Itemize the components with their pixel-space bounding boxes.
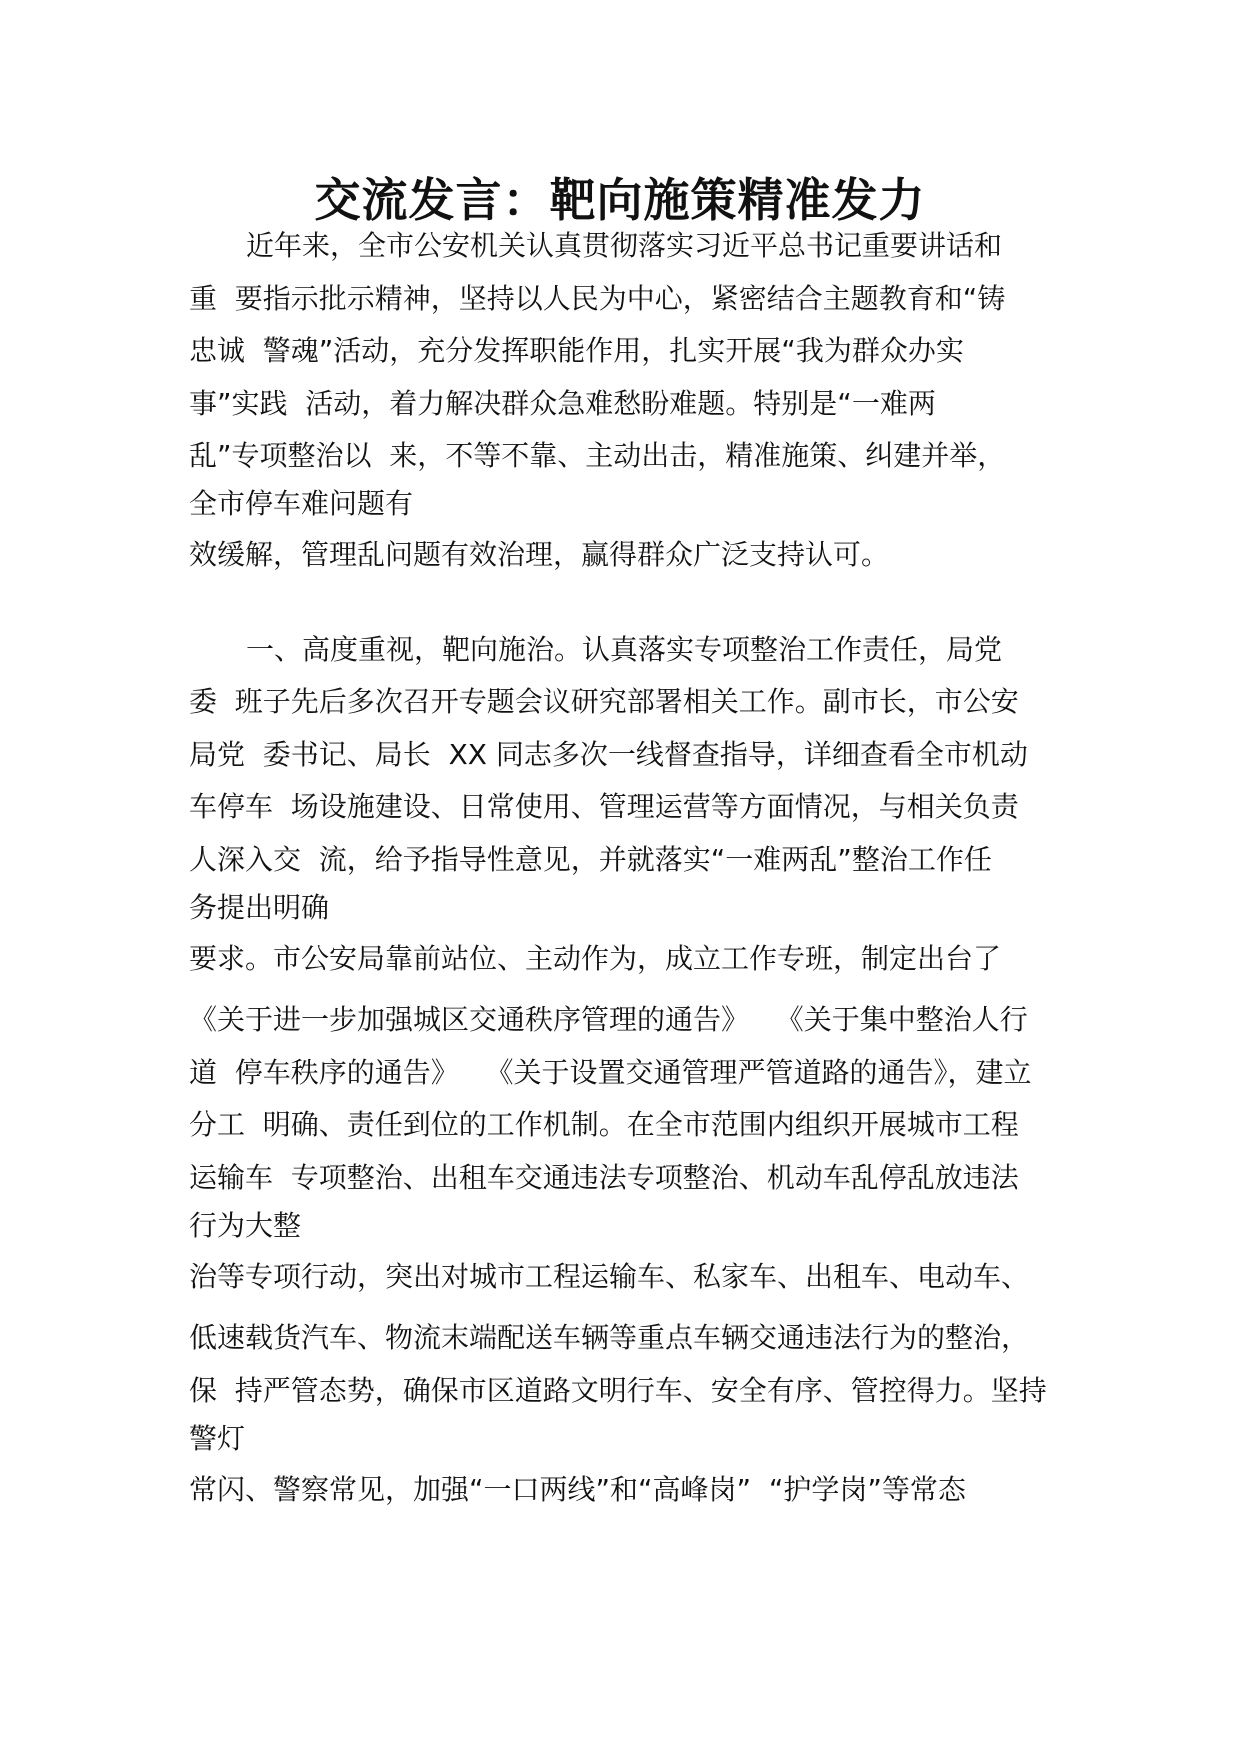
paragraph-1-line-2: 重 要指示批示精神，坚持以人民为中心，紧密结合主题教育和“铸 (189, 282, 1006, 315)
paragraph-2-line-16: 警灯 (189, 1422, 246, 1455)
paragraph-2-line-1: 一、高度重视，靶向施治。认真落实专项整治工作责任，局党 (246, 633, 1003, 666)
paragraph-2-line-8: 《关于进一步加强城区交通秩序管理的通告》 《关于集中整治人行 (189, 1003, 1028, 1036)
paragraph-2-line-6: 务提出明确 (189, 891, 330, 924)
paragraph-1-line-3: 忠诚 警魂”活动，充分发挥职能作用，扎实开展“我为群众办实 (189, 334, 964, 367)
paragraph-2-line-7: 要求。市公安局靠前站位、主动作为，成立工作专班，制定出台了 (189, 942, 1002, 975)
paragraph-1-line-6: 全市停车难问题有 (189, 487, 414, 520)
paragraph-1-line-4: 事”实践 活动，着力解决群众急难愁盼难题。特别是“一难两 (189, 387, 936, 420)
paragraph-1-line-5: 乱”专项整治以 来，不等不靠、主动出击，精准施策、纠建并举， (189, 439, 1006, 472)
paragraph-2-line-17: 常闪、警察常见，加强“一口两线”和“高峰岗” “护学岗”等常态 (189, 1473, 966, 1506)
paragraph-2-line-11: 运输车 专项整治、出租车交通违法专项整治、机动车乱停乱放违法 (189, 1161, 1019, 1194)
paragraph-2-line-4: 车停车 场设施建设、日常使用、管理运营等方面情况，与相关负责 (189, 790, 1019, 823)
paragraph-2-line-12: 行为大整 (189, 1209, 302, 1242)
paragraph-2-line-2: 委 班子先后多次召开专题会议研究部署相关工作。副市长，市公安 (189, 685, 1019, 718)
paragraph-2-line-10: 分工 明确、责任到位的工作机制。在全市范围内组织开展城市工程 (189, 1108, 1019, 1141)
paragraph-2-line-15: 保 持严管态势，确保市区道路文明行车、安全有序、管控得力。坚持 (189, 1374, 1047, 1407)
paragraph-1-line-1: 近年来，全市公安机关认真贯彻落实习近平总书记重要讲话和 (246, 229, 1003, 262)
paragraph-2-line-14: 低速载货汽车、物流末端配送车辆等重点车辆交通违法行为的整治， (189, 1321, 1030, 1354)
paragraph-2-line-13: 治等专项行动，突出对城市工程运输车、私家车、出租车、电动车、 (189, 1260, 1030, 1293)
document-title: 交流发言：靶向施策精准发力 (314, 173, 926, 227)
paragraph-2-line-3: 局党 委书记、局长 XX 同志多次一线督查指导，详细查看全市机动 (189, 738, 1028, 771)
paragraph-1-line-7: 效缓解，管理乱问题有效治理，赢得群众广泛支持认可。 (189, 538, 890, 571)
paragraph-2-line-9: 道 停车秩序的通告》 《关于设置交通管理严管道路的通告》，建立 (189, 1056, 1032, 1089)
paragraph-2-line-5: 人深入交 流，给予指导性意见，并就落实“一难两乱”整治工作任 (189, 843, 992, 876)
